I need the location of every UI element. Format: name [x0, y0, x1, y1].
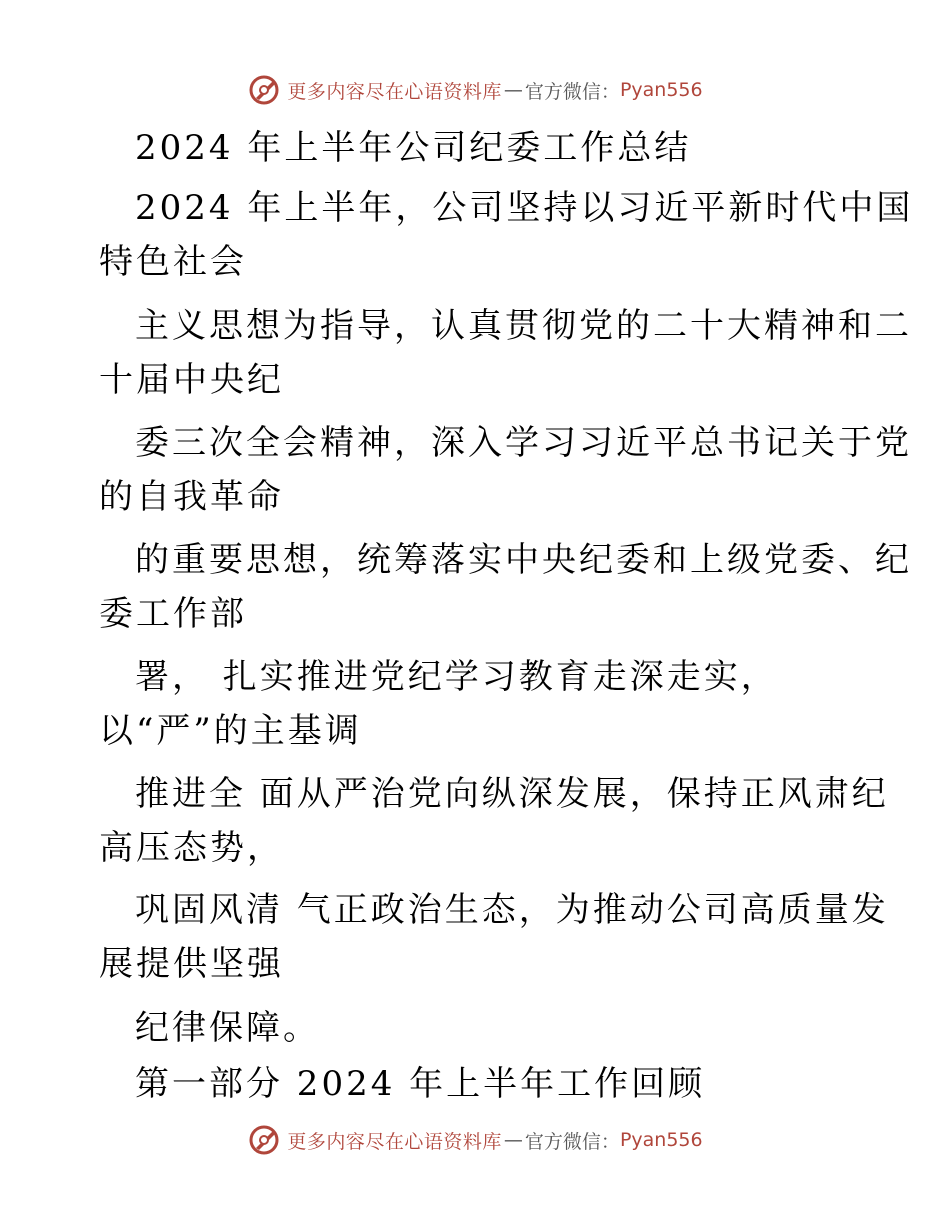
watermark-banner-top	[0, 70, 950, 110]
doc-line: 特色社会	[99, 242, 247, 282]
banner-wechat-id: Pyan556	[619, 1129, 703, 1151]
doc-line: 展提供坚强	[99, 944, 284, 984]
doc-line: 推进全 面从严治党向纵深发展，保持正风肃纪	[135, 774, 889, 814]
doc-line: 的重要思想，统筹落实中央纪委和上级党委、纪	[135, 540, 912, 580]
doc-line: 署， 扎实推进党纪学习教育走深走实，	[135, 657, 778, 697]
banner-wechat-label: 官方微信：	[524, 80, 620, 103]
doc-line: 纪律保障。	[135, 1008, 320, 1048]
doc-title: 2024 年上半年公司纪委工作总结	[135, 128, 692, 168]
banner-brand-text: 更多内容尽在心语资料库	[287, 80, 502, 103]
doc-line: 的自我革命	[99, 477, 284, 517]
doc-line: 2024 年上半年，公司坚持以习近平新时代中国	[135, 188, 914, 228]
banner-dash: —	[503, 1129, 523, 1151]
section-heading: 第一部分 2024 年上半年工作回顾	[135, 1064, 706, 1104]
doc-line: 委工作部	[99, 594, 247, 634]
banner-brand-text: 更多内容尽在心语资料库	[287, 1130, 502, 1153]
doc-line: 主义思想为指导，认真贯彻党的二十大精神和二	[135, 306, 912, 346]
banner-wechat-label: 官方微信：	[524, 1130, 620, 1153]
doc-line: 以“严”的主基调	[99, 711, 362, 751]
quill-seal-icon	[247, 1123, 281, 1157]
doc-line: 委三次全会精神，深入学习习近平总书记关于党	[135, 423, 912, 463]
doc-line: 十届中央纪	[99, 360, 284, 400]
quill-seal-icon	[247, 73, 281, 107]
doc-line: 巩固风清 气正政治生态，为推动公司高质量发	[135, 890, 889, 930]
doc-line: 高压态势，	[99, 828, 284, 868]
banner-dash: —	[503, 79, 523, 101]
banner-wechat-id: Pyan556	[619, 79, 703, 101]
watermark-banner-bottom	[0, 1120, 950, 1160]
